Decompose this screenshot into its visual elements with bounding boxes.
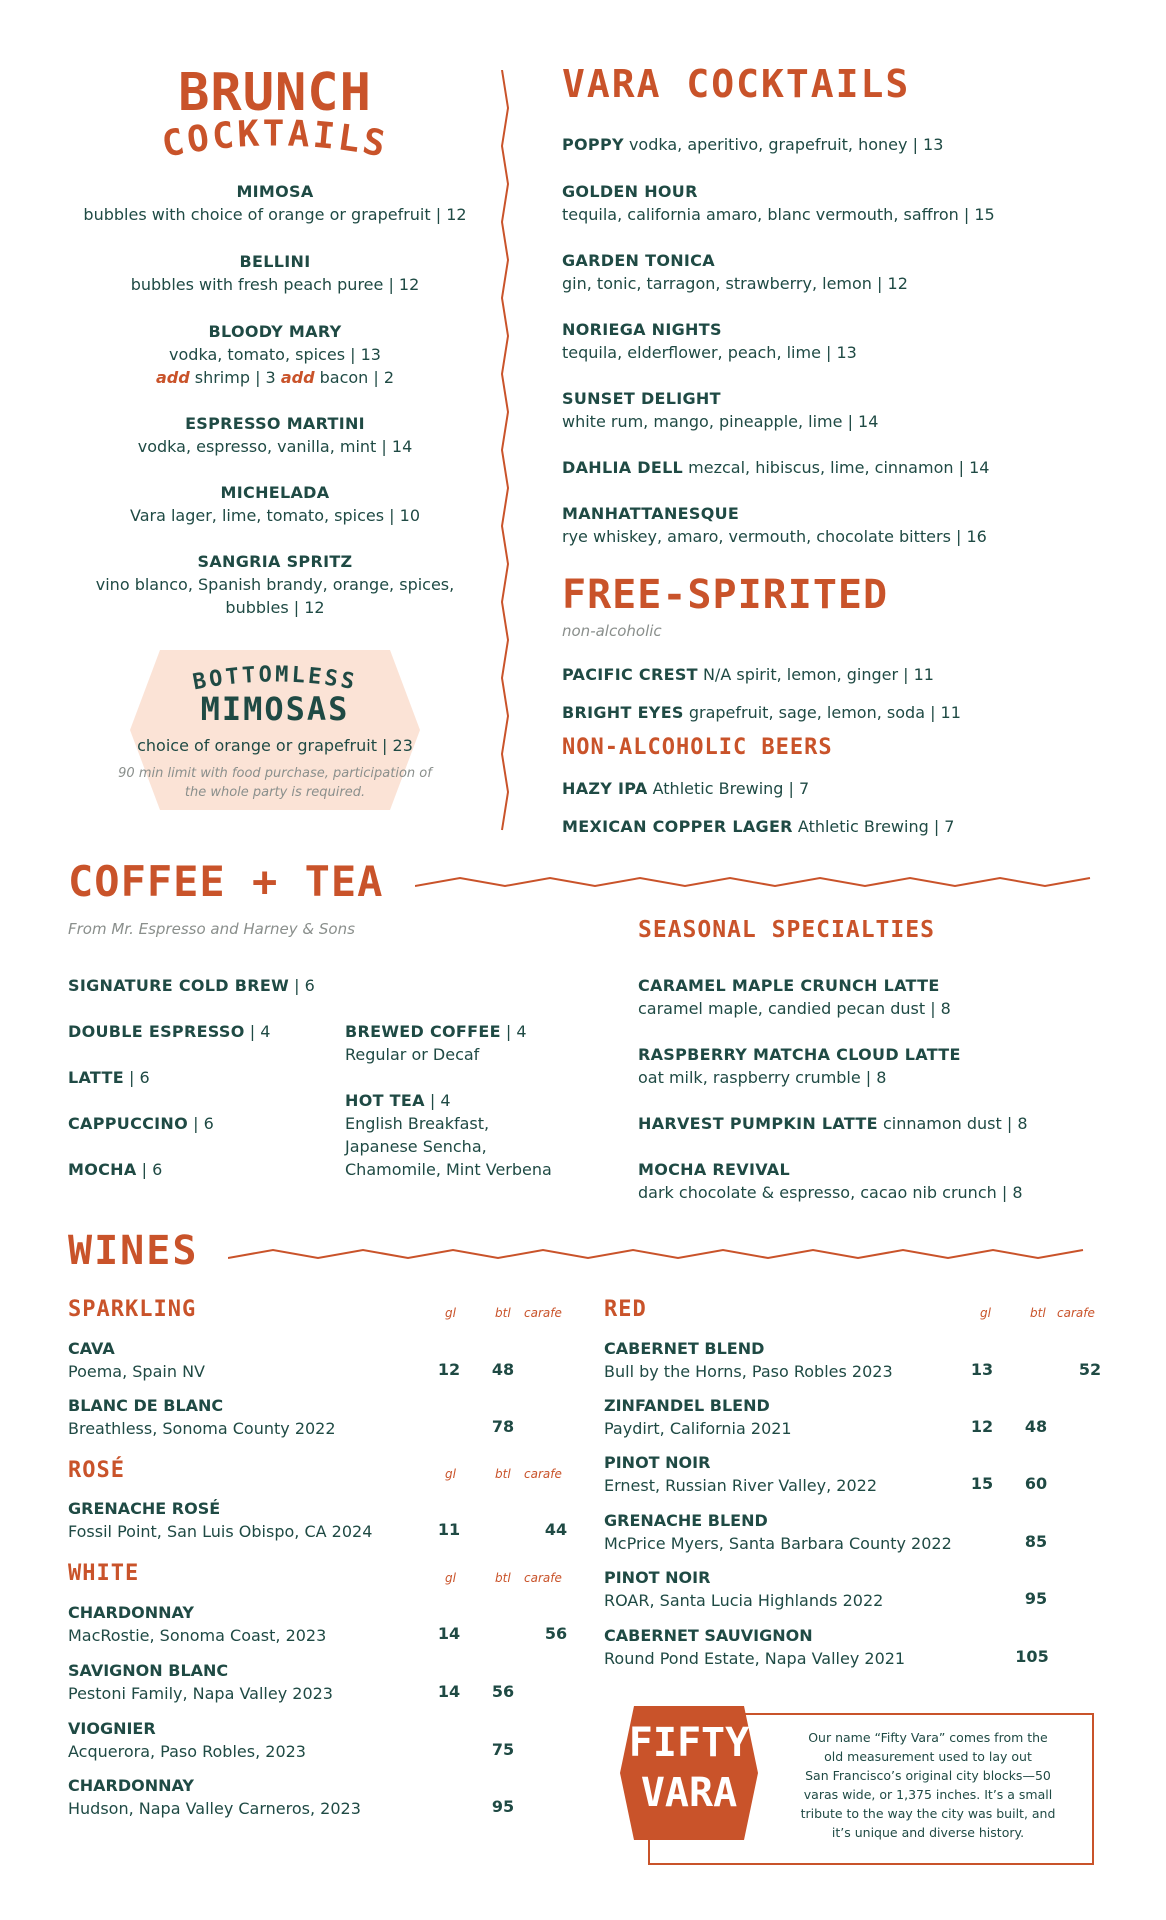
- seasonal-title: SEASONAL SPECIALTIES: [638, 917, 935, 943]
- list-item: [562, 318, 857, 364]
- list-item: [562, 133, 943, 156]
- col-gl: gl: [980, 1306, 991, 1320]
- list-item: [60, 320, 490, 389]
- item-name: SUNSET DELIGHT: [562, 389, 721, 408]
- item-price: | 4: [500, 1022, 527, 1041]
- item-desc: dark chocolate & espresso, cacao nib crunch | 8: [638, 1183, 1023, 1202]
- item-name: MICHELADA: [220, 483, 330, 502]
- wines-divider: [228, 1240, 1105, 1270]
- col-carafe: carafe: [524, 1571, 562, 1585]
- item-desc: Chamomile, Mint Verbena: [345, 1160, 552, 1179]
- vara-title: VARA COCKTAILS: [562, 62, 911, 106]
- sparkling-heading: SPARKLING: [68, 1297, 197, 1322]
- item-desc: tequila, elderflower, peach, lime | 13: [562, 343, 857, 362]
- about-line: San Francisco’s original city blocks—50: [805, 1768, 1051, 1783]
- wine-gl: 11: [437, 1520, 461, 1539]
- col-gl: gl: [445, 1467, 456, 1481]
- item-name: MEXICAN COPPER LAGER: [562, 817, 793, 836]
- wine-carafe: 44: [544, 1520, 568, 1539]
- wine-name: GRENACHE ROSÉ: [68, 1499, 221, 1518]
- item-desc: Athletic Brewing | 7: [792, 817, 955, 836]
- wine-btl: 78: [491, 1417, 515, 1436]
- list-item: [60, 550, 490, 619]
- wine-gl: 15: [970, 1474, 994, 1493]
- list-item: [562, 502, 987, 548]
- wine-btl: 48: [1024, 1417, 1048, 1436]
- list-item: [68, 974, 315, 997]
- wine-btl: 48: [491, 1360, 515, 1379]
- wine-desc: Round Pond Estate, Napa Valley 2021: [604, 1649, 906, 1668]
- note-line: the whole party is required.: [184, 785, 366, 800]
- list-item: [68, 1066, 150, 1089]
- wine-carafe: 56: [544, 1624, 568, 1643]
- brunch-cocktails-arc: [130, 108, 420, 168]
- logo-line: VARA: [640, 1770, 738, 1816]
- item-name: MANHATTANESQUE: [562, 504, 740, 523]
- col-btl: btl: [495, 1306, 511, 1320]
- addon-label: add: [280, 368, 315, 387]
- item-desc: Athletic Brewing | 7: [647, 779, 810, 798]
- item-price: | 6: [188, 1114, 214, 1133]
- list-item: [638, 1043, 961, 1089]
- item-desc: rye whiskey, amaro, vermouth, chocolate bitters | 16: [562, 527, 987, 546]
- note-line: 90 min limit with food purchase, participation of: [118, 766, 432, 781]
- wine-gl: 14: [437, 1624, 461, 1643]
- col-btl: btl: [495, 1467, 511, 1481]
- vertical-divider: [498, 70, 512, 840]
- item-price: | 4: [244, 1022, 271, 1041]
- item-name: CAPPUCCINO: [68, 1114, 188, 1133]
- addon-label: add: [155, 368, 190, 387]
- logo-text: [616, 1718, 762, 1818]
- item-name: HAZY IPA: [562, 779, 648, 798]
- item-desc: oat milk, raspberry crumble | 8: [638, 1068, 887, 1087]
- item-name: DOUBLE ESPRESSO: [68, 1022, 245, 1041]
- list-item: [68, 1112, 214, 1135]
- item-desc: tequila, california amaro, blanc vermouth, saffron | 15: [562, 205, 995, 224]
- item-desc: caramel maple, candied pecan dust | 8: [638, 999, 951, 1018]
- item-name: NORIEGA NIGHTS: [562, 320, 722, 339]
- wine-btl: 105: [1015, 1647, 1049, 1666]
- wine-name: CHARDONNAY: [68, 1603, 194, 1622]
- free-subtitle: non-alcoholic: [562, 622, 662, 640]
- wine-name: PINOT NOIR: [604, 1568, 711, 1587]
- about-line: Our name “Fifty Vara” comes from the: [808, 1730, 1048, 1745]
- wine-carafe: 52: [1078, 1360, 1102, 1379]
- addon-text: bacon | 2: [314, 368, 395, 387]
- red-heading: RED: [604, 1297, 647, 1322]
- item-desc: vodka, tomato, spices | 13: [169, 345, 381, 364]
- wine-desc: McPrice Myers, Santa Barbara County 2022: [604, 1534, 952, 1553]
- item-name: LATTE: [68, 1068, 124, 1087]
- item-price: | 4: [424, 1091, 451, 1110]
- list-item: [60, 412, 490, 458]
- wine-name: ZINFANDEL BLEND: [604, 1396, 770, 1415]
- list-item: [562, 456, 989, 479]
- col-gl: gl: [445, 1306, 456, 1320]
- wine-gl: 12: [437, 1360, 461, 1379]
- item-desc: Vara lager, lime, tomato, spices | 10: [130, 506, 420, 525]
- wine-btl: 56: [491, 1682, 515, 1701]
- item-desc: bubbles with fresh peach puree | 12: [130, 275, 420, 294]
- col-carafe: carafe: [524, 1467, 562, 1481]
- wine-gl: 12: [970, 1417, 994, 1436]
- wine-desc: Bull by the Horns, Paso Robles 2023: [604, 1362, 893, 1381]
- col-btl: btl: [1030, 1306, 1046, 1320]
- item-name: BRIGHT EYES: [562, 703, 684, 722]
- beers-title: NON-ALCOHOLIC BEERS: [562, 735, 833, 760]
- coffee-divider: [415, 868, 1105, 898]
- wine-desc: Fossil Point, San Luis Obispo, CA 2024: [68, 1522, 373, 1541]
- item-name: CARAMEL MAPLE CRUNCH LATTE: [638, 976, 940, 995]
- about-line: it’s unique and diverse history.: [831, 1825, 1025, 1840]
- wine-btl: 85: [1024, 1532, 1048, 1551]
- wine-gl: 14: [437, 1682, 461, 1701]
- item-name: DAHLIA DELL: [562, 458, 684, 477]
- brunch-title: BRUNCH: [178, 63, 372, 123]
- wine-name: VIOGNIER: [68, 1719, 156, 1738]
- bottomless-subtitle: MIMOSAS: [200, 690, 350, 728]
- list-item: [68, 1158, 162, 1181]
- list-item: [562, 777, 809, 800]
- list-item: [562, 701, 961, 724]
- wines-title: WINES: [68, 1228, 199, 1274]
- item-name: MIMOSA: [236, 182, 314, 201]
- item-desc: vodka, aperitivo, grapefruit, honey | 13: [623, 135, 944, 154]
- rose-heading: ROSÉ: [68, 1458, 125, 1483]
- col-carafe: carafe: [524, 1306, 562, 1320]
- item-addons: [60, 366, 490, 389]
- col-gl: gl: [445, 1571, 456, 1585]
- wine-desc: Hudson, Napa Valley Carneros, 2023: [68, 1799, 361, 1818]
- item-desc: gin, tonic, tarragon, strawberry, lemon | 12: [562, 274, 908, 293]
- about-line: varas wide, or 1,375 inches. It’s a small: [803, 1787, 1053, 1802]
- about-text: [770, 1728, 1086, 1842]
- item-desc: bubbles | 12: [225, 598, 325, 617]
- item-name: HARVEST PUMPKIN LATTE: [638, 1114, 878, 1133]
- list-item: [345, 1020, 527, 1066]
- wine-desc: ROAR, Santa Lucia Highlands 2022: [604, 1591, 884, 1610]
- item-desc: N/A spirit, lemon, ginger | 11: [697, 665, 934, 684]
- addon-text: shrimp | 3: [189, 368, 281, 387]
- item-desc: vodka, espresso, vanilla, mint | 14: [137, 437, 413, 456]
- item-name: ESPRESSO MARTINI: [185, 414, 365, 433]
- wine-desc: Poema, Spain NV: [68, 1362, 205, 1381]
- wine-btl: 95: [491, 1797, 515, 1816]
- wine-name: GRENACHE BLEND: [604, 1511, 768, 1530]
- coffee-subtitle: From Mr. Espresso and Harney & Sons: [68, 920, 355, 938]
- item-desc: white rum, mango, pineapple, lime | 14: [562, 412, 879, 431]
- wine-btl: 75: [491, 1740, 515, 1759]
- list-item: [638, 1158, 1023, 1204]
- item-name: POPPY: [562, 135, 624, 154]
- wine-btl: 95: [1024, 1589, 1048, 1608]
- svg-text:COCKTAILS: [159, 114, 391, 166]
- wine-name: BLANC DE BLANC: [68, 1396, 224, 1415]
- wine-desc: Ernest, Russian River Valley, 2022: [604, 1476, 877, 1495]
- list-item: [562, 387, 878, 433]
- wine-gl: 13: [970, 1360, 994, 1379]
- list-item: [562, 180, 995, 226]
- about-line: tribute to the way the city was built, and: [800, 1806, 1056, 1821]
- free-title: FREE-SPIRITED: [562, 572, 889, 618]
- logo-line: FIFTY: [628, 1720, 750, 1766]
- item-desc: Regular or Decaf: [345, 1045, 480, 1064]
- item-name: GOLDEN HOUR: [562, 182, 698, 201]
- wine-name: CAVA: [68, 1339, 115, 1358]
- white-heading: WHITE: [68, 1561, 140, 1586]
- item-desc: vino blanco, Spanish brandy, orange, spices,: [95, 575, 455, 594]
- about-line: old measurement used to lay out: [824, 1749, 1032, 1764]
- col-carafe: carafe: [1057, 1306, 1095, 1320]
- item-name: BLOODY MARY: [208, 322, 342, 341]
- bottomless-note: [95, 764, 455, 802]
- list-item: [60, 481, 490, 527]
- list-item: [60, 250, 490, 296]
- item-name: RASPBERRY MATCHA CLOUD LATTE: [638, 1045, 961, 1064]
- item-price: | 6: [123, 1068, 150, 1087]
- brunch-subtitle: COCKTAILS: [158, 113, 392, 166]
- wine-desc: Pestoni Family, Napa Valley 2023: [68, 1684, 333, 1703]
- list-item: [68, 1020, 270, 1043]
- item-desc: mezcal, hibiscus, lime, cinnamon | 14: [683, 458, 990, 477]
- wine-name: SAVIGNON BLANC: [68, 1661, 229, 1680]
- bottomless-desc: choice of orange or grapefruit | 23: [137, 736, 413, 755]
- wine-desc: Paydirt, California 2021: [604, 1419, 792, 1438]
- item-name: BELLINI: [239, 252, 311, 271]
- item-desc: Japanese Sencha,: [345, 1137, 487, 1156]
- item-name: PACIFIC CREST: [562, 665, 698, 684]
- list-item: [60, 180, 490, 226]
- list-item: [638, 974, 951, 1020]
- item-name: MOCHA: [68, 1160, 137, 1179]
- wine-name: CABERNET SAUVIGNON: [604, 1626, 813, 1645]
- item-name: BREWED COFFEE: [345, 1022, 501, 1041]
- list-item: [638, 1112, 1028, 1135]
- list-item: [562, 815, 954, 838]
- wine-desc: MacRostie, Sonoma Coast, 2023: [68, 1626, 327, 1645]
- item-price: | 6: [289, 976, 315, 995]
- item-desc: grapefruit, sage, lemon, soda | 11: [683, 703, 961, 722]
- item-name: MOCHA REVIVAL: [638, 1160, 790, 1179]
- list-item: [562, 249, 908, 295]
- coffee-title: COFFEE + TEA: [68, 857, 384, 906]
- bottomless-title: BOTTOMLESS: [190, 662, 360, 696]
- item-name: HOT TEA: [345, 1091, 425, 1110]
- item-desc: English Breakfast,: [345, 1114, 490, 1133]
- item-desc: bubbles with choice of orange or grapefruit | 12: [83, 205, 467, 224]
- item-price: | 6: [136, 1160, 163, 1179]
- wine-desc: Breathless, Sonoma County 2022: [68, 1419, 336, 1438]
- item-desc: cinnamon dust | 8: [877, 1114, 1028, 1133]
- item-name: GARDEN TONICA: [562, 251, 715, 270]
- item-name: SANGRIA SPRITZ: [197, 552, 353, 571]
- wine-name: CHARDONNAY: [68, 1776, 194, 1795]
- wine-name: PINOT NOIR: [604, 1453, 711, 1472]
- list-item: [562, 663, 934, 686]
- list-item: [345, 1089, 552, 1181]
- item-name: SIGNATURE COLD BREW: [68, 976, 290, 995]
- col-btl: btl: [495, 1571, 511, 1585]
- wine-name: CABERNET BLEND: [604, 1339, 765, 1358]
- wine-btl: 60: [1024, 1474, 1048, 1493]
- wine-desc: Acquerora, Paso Robles, 2023: [68, 1742, 306, 1761]
